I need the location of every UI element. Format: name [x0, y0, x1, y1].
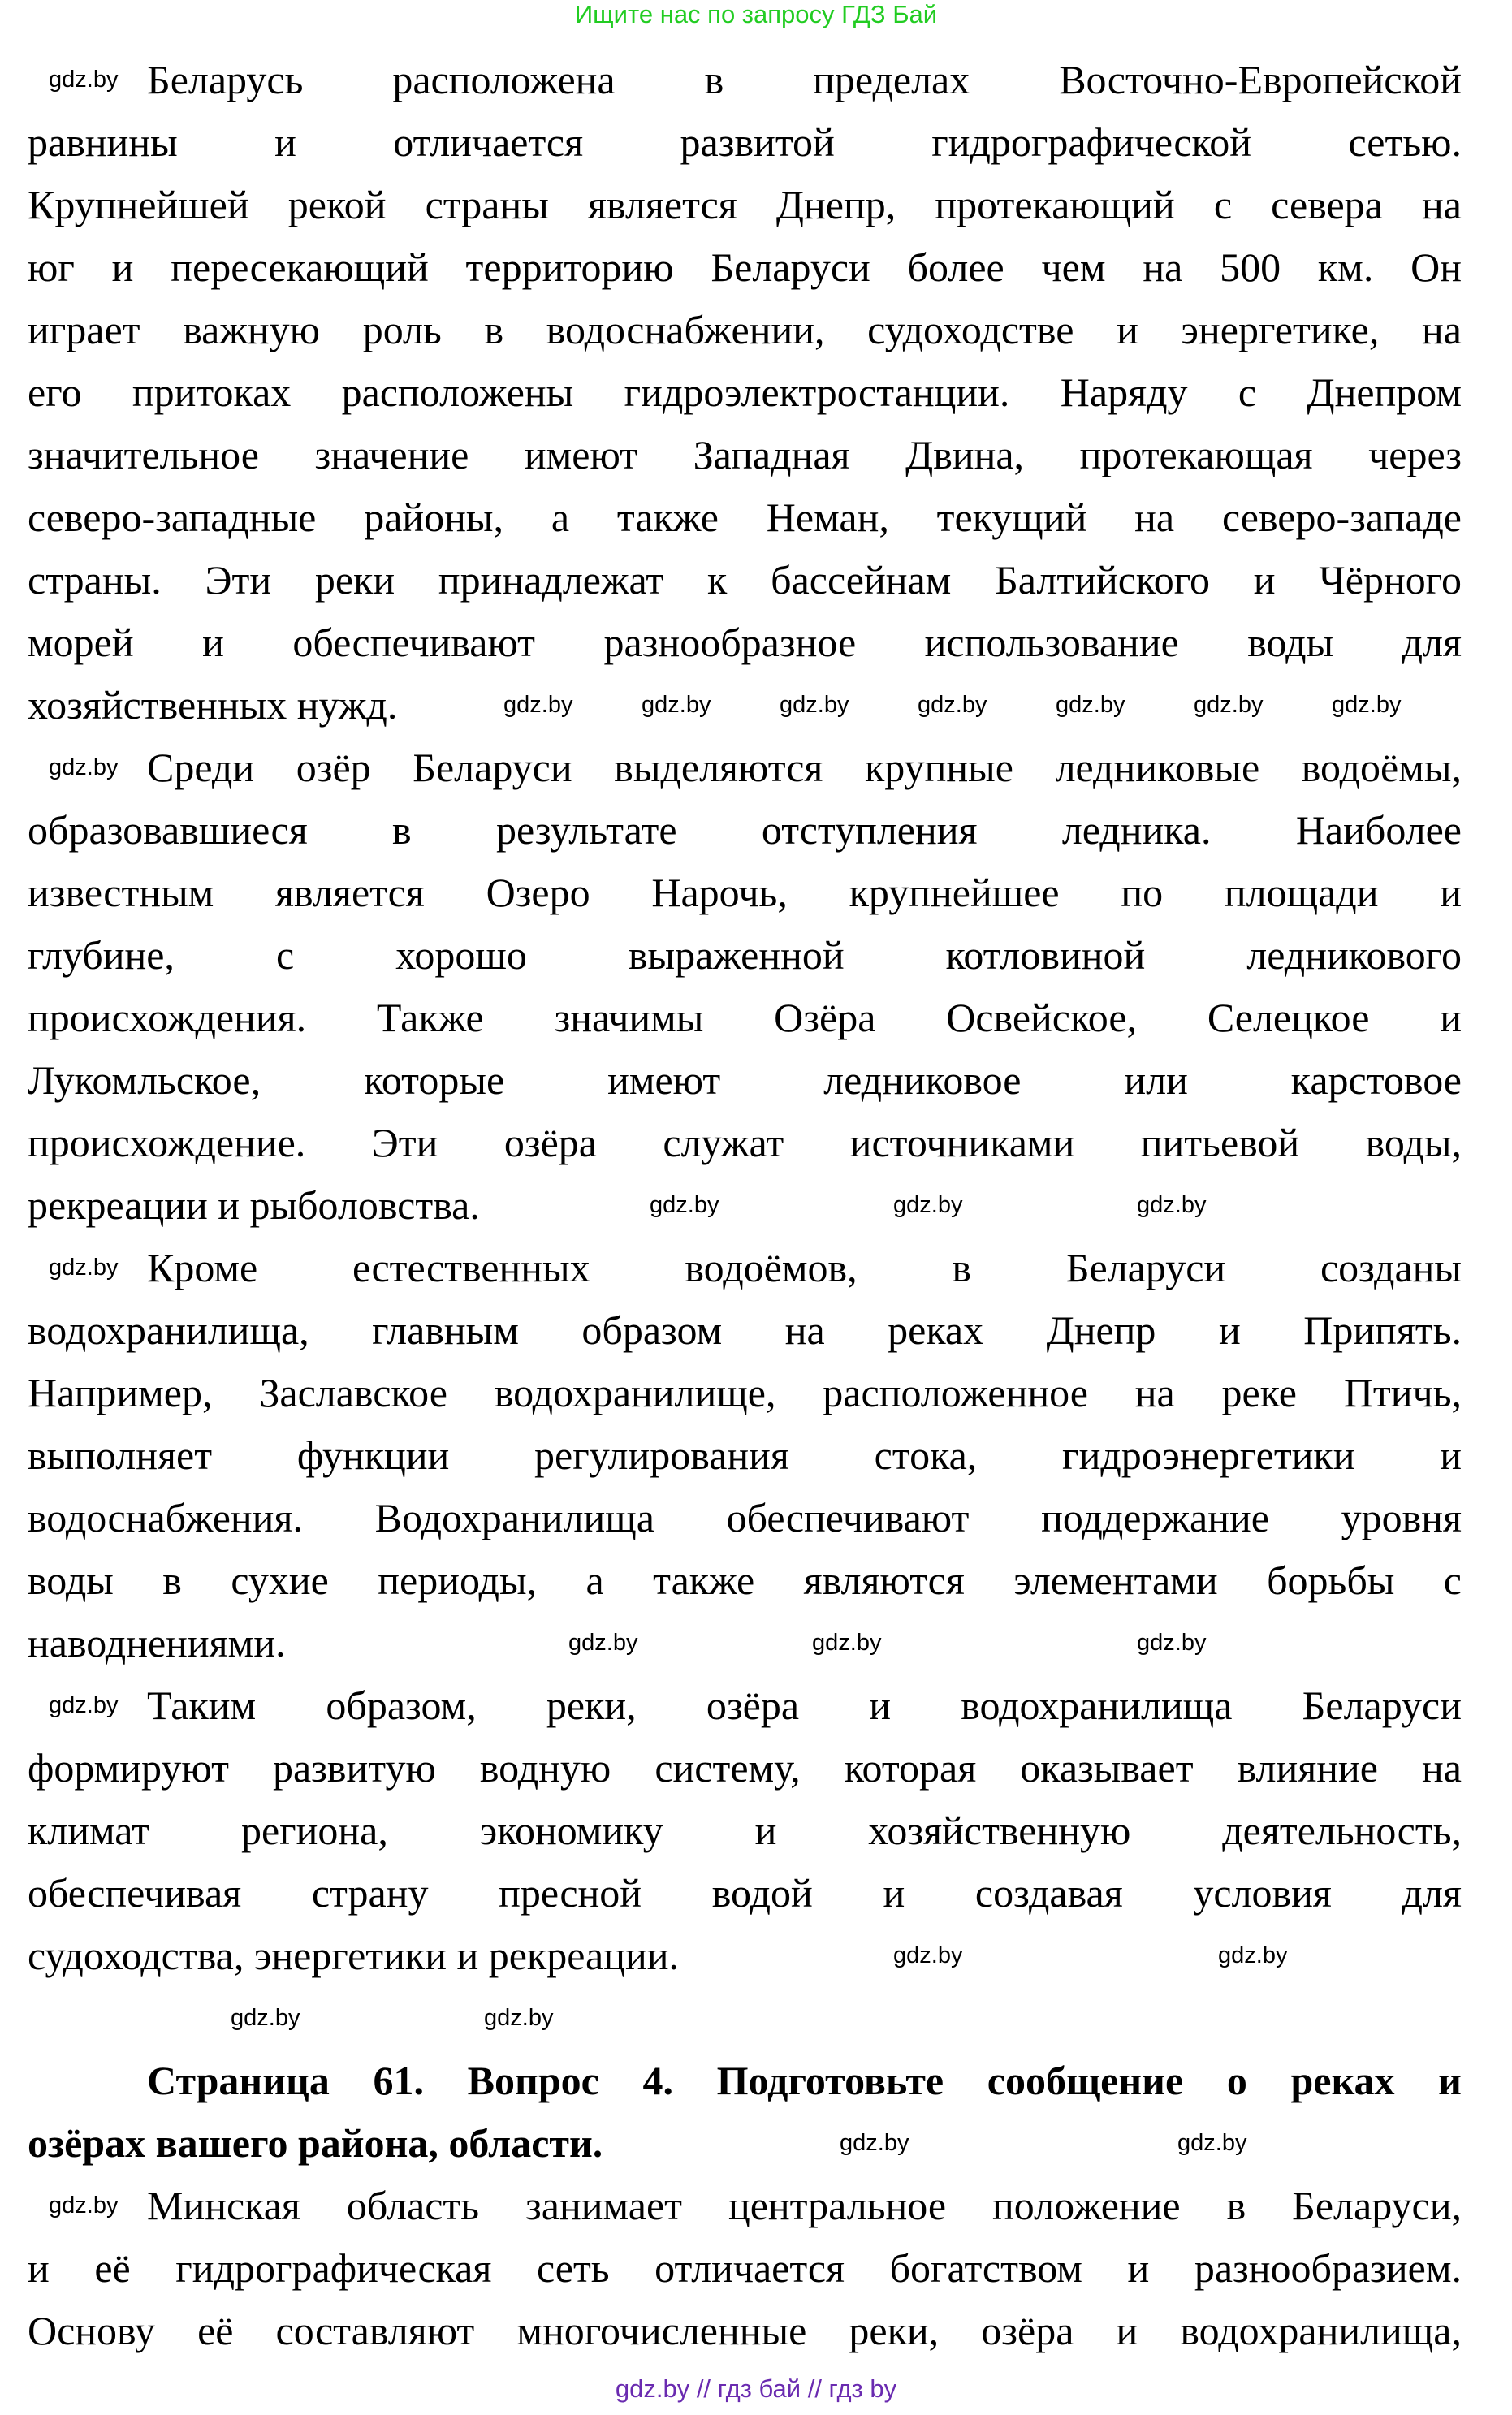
text-line: Крупнейшей рекой страны является Днепр, протекающий с севера на [28, 182, 1462, 227]
text-line: происхождения. Также значимы Озёра Освейское, Селецкое и [28, 995, 1462, 1040]
text-line: Лукомльское, которые имеют ледниковое или карстовое [28, 1057, 1462, 1103]
search-banner[interactable]: Ищите нас по запросу ГДЗ Бай [574, 0, 938, 28]
text-line: страны. Эти реки принадлежат к бассейнам Балтийского и Чёрного [28, 557, 1462, 603]
heading-line: озёрах вашего района, области. [28, 2120, 603, 2166]
text-line: Основу её составляют многочисленные реки, озёра и водохранилища, [28, 2308, 1462, 2353]
watermark: gdz.by [49, 754, 119, 780]
text-line: северо-западные районы, а также Неман, текущий на северо-западе [28, 495, 1462, 540]
text-line: обеспечивая страну пресной водой и создавая условия для [28, 1870, 1462, 1916]
watermark: gdz.by [568, 1630, 638, 1656]
watermark: gdz.by [1056, 692, 1125, 718]
text-line: Кроме естественных водоёмов, в Беларуси созданы [147, 1245, 1462, 1290]
text-line: морей и обеспечивают разнообразное использование воды для [28, 620, 1462, 665]
watermark: gdz.by [1137, 1192, 1207, 1218]
text-line: и её гидрографическая сеть отличается богатством и разнообразием. [28, 2245, 1462, 2291]
text-line: равнины и отличается развитой гидрографической сетью. [28, 119, 1462, 165]
paragraph-answer [28, 2175, 1462, 2362]
text-line: Среди озёр Беларуси выделяются крупные ледниковые водоёмы, [147, 745, 1462, 790]
text-line: формируют развитую водную систему, которая оказывает влияние на [28, 1745, 1462, 1791]
text-line: Беларусь расположена в пределах Восточно-Европейской [147, 57, 1462, 102]
watermark: gdz.by [49, 2193, 119, 2218]
text-line: играет важную роль в водоснабжении, судоходстве и энергетике, на [28, 307, 1462, 352]
watermark: gdz.by [642, 692, 711, 718]
text-line: выполняет функции регулирования стока, гидроэнергетики и [28, 1432, 1462, 1478]
watermark: gdz.by [484, 2005, 554, 2031]
watermark: gdz.by [49, 1255, 119, 1281]
watermark: gdz.by [1177, 2130, 1247, 2156]
watermark: gdz.by [231, 2005, 300, 2031]
text-line: значительное значение имеют Западная Двина, протекающая через [28, 432, 1462, 477]
watermark: gdz.by [1218, 1942, 1288, 1968]
text-line: образовавшиеся в результате отступления ледника. Наиболее [28, 807, 1462, 853]
watermark: gdz.by [650, 1192, 719, 1218]
watermark: gdz.by [840, 2130, 909, 2156]
text-line: воды в сухие периоды, а также являются элементами борьбы с [28, 1557, 1462, 1603]
watermark: gdz.by [1332, 692, 1402, 718]
heading-line: Страница 61. Вопрос 4. Подготовьте сообщение о реках и [147, 2058, 1462, 2103]
text-line: наводнениями. [28, 1620, 286, 1665]
text-line: Например, Заславское водохранилище, расположенное на реке Птичь, [28, 1370, 1462, 1415]
text-line: Таким образом, реки, озёра и водохранилища Беларуси [147, 1683, 1462, 1728]
paragraph-reservoirs [28, 1237, 1462, 1674]
text-line: водохранилища, главным образом на реках Днепр и Припять. [28, 1307, 1462, 1353]
text-line: происхождение. Эти озёра служат источниками питьевой воды, [28, 1120, 1462, 1165]
watermark: gdz.by [780, 692, 849, 718]
text-line: хозяйственных нужд. [28, 682, 398, 728]
watermark: gdz.by [918, 692, 987, 718]
watermark: gdz.by [503, 692, 573, 718]
text-line: юг и пересекающий территорию Беларуси более чем на 500 км. Он [28, 244, 1462, 290]
paragraph-lakes [28, 737, 1462, 1237]
text-line: известным является Озеро Нарочь, крупнейшее по площади и [28, 870, 1462, 915]
text-line: водоснабжения. Водохранилища обеспечивают поддержание уровня [28, 1495, 1462, 1540]
watermark: gdz.by [1137, 1630, 1207, 1656]
text-line: Минская область занимает центральное положение в Беларуси, [147, 2183, 1462, 2228]
watermark: gdz.by [893, 1192, 963, 1218]
watermark: gdz.by [49, 1692, 119, 1718]
text-line: глубине, с хорошо выраженной котловиной ледникового [28, 932, 1462, 978]
watermark: gdz.by [1194, 692, 1264, 718]
watermark: gdz.by [49, 67, 119, 93]
watermark: gdz.by [893, 1942, 963, 1968]
text-line: климат региона, экономику и хозяйственную деятельность, [28, 1808, 1462, 1853]
text-line: рекреации и рыболовства. [28, 1182, 480, 1228]
text-line: его притоках расположены гидроэлектростанции. Наряду с Днепром [28, 369, 1462, 415]
watermark: gdz.by [812, 1630, 882, 1656]
text-line: судоходства, энергетики и рекреации. [28, 1933, 679, 1978]
footer-links[interactable]: gdz.by // гдз бай // гдз by [615, 2374, 897, 2403]
paragraph-rivers [28, 49, 1462, 737]
paragraph-conclusion [28, 1674, 1462, 1987]
